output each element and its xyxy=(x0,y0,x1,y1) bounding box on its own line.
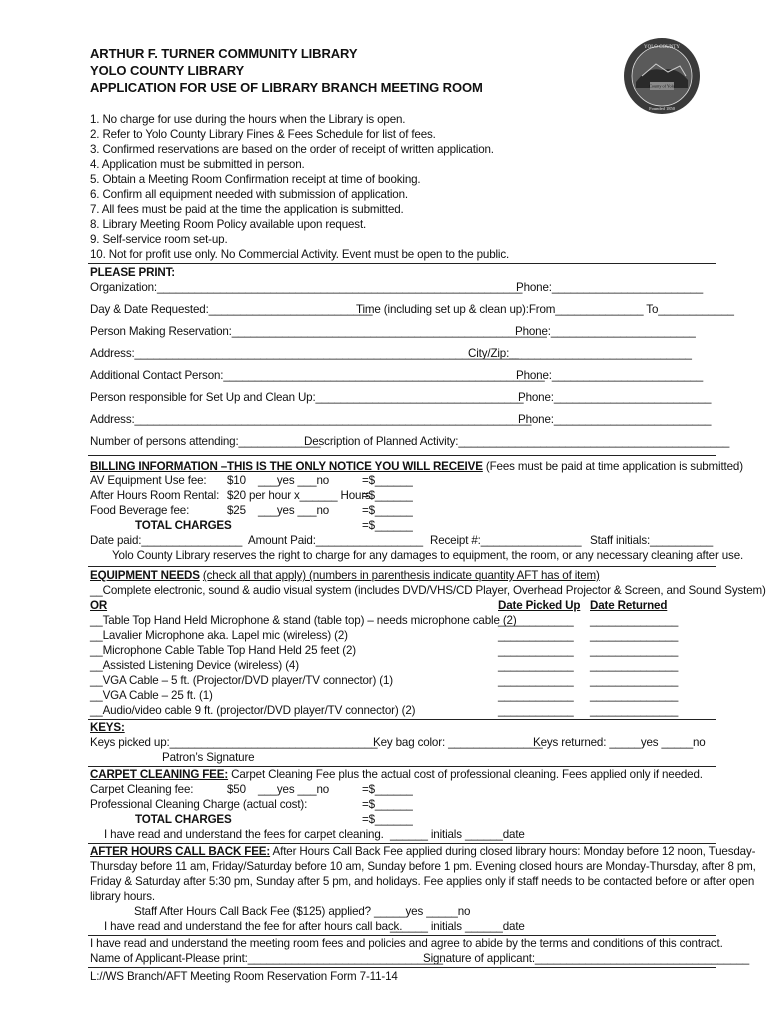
person-making-reservation-field[interactable]: Person Making Reservation:__________________________________________________ xyxy=(90,325,547,338)
complete-system-checkbox[interactable]: __Complete electronic, sound & audio visual system (includes DVD/VHS/CD Player, Overhead Projector & Screen, and Sound System) xyxy=(90,584,766,597)
divider xyxy=(88,455,716,456)
footer-file-path: L://WS Branch/AFT Meeting Room Reservation Form 7-11-14 xyxy=(90,970,398,983)
date-returned-field[interactable]: ______________ xyxy=(590,629,679,642)
date-returned-field[interactable]: ______________ xyxy=(590,704,679,717)
divider xyxy=(88,967,716,968)
date-picked-up-field[interactable]: ____________ xyxy=(498,614,574,627)
organization-phone-field[interactable]: Phone:________________________ xyxy=(516,281,703,294)
rule-item: 10. Not for profit use only. No Commercial Activity. Event must be open to the public. xyxy=(90,248,510,261)
key-bag-color-field[interactable]: Key bag color: _______________ xyxy=(373,736,543,749)
rule-item: 7. All fees must be paid at the time the application is submitted. xyxy=(90,203,404,216)
equipment-heading-note: (check all that apply) (numbers in parenthesis indicate quantity AFT has of item) xyxy=(202,569,600,582)
billing-total-value[interactable]: =$______ xyxy=(362,519,413,532)
time-range-field[interactable]: Time (including set up & clean up):From______________ To____________ xyxy=(356,303,734,316)
av-fee-yes-no[interactable]: ___yes ___no xyxy=(258,474,330,487)
address2-field[interactable]: Address:_______________________________________________________________ xyxy=(90,413,532,426)
rule-item: 2. Refer to Yolo County Library Fines & Fees Schedule for list of fees. xyxy=(90,128,436,141)
receipt-number-field[interactable]: Receipt #:________________ xyxy=(430,534,582,547)
billing-heading-title: BILLING INFORMATION –THIS IS THE ONLY NOTICE YOU WILL RECEIVE xyxy=(90,460,483,473)
professional-cleaning-label: Professional Cleaning Charge (actual cost): xyxy=(90,798,308,811)
food-fee-total[interactable]: =$______ xyxy=(362,504,413,517)
setup-phone-field[interactable]: Phone:_________________________ xyxy=(518,391,712,404)
professional-cleaning-total[interactable]: =$______ xyxy=(362,798,413,811)
after-hours-initials-date-field[interactable]: ______ initials ______date xyxy=(390,920,525,933)
equipment-item-checkbox[interactable]: __VGA Cable – 25 ft. (1) xyxy=(90,689,213,702)
amount-paid-field[interactable]: Amount Paid:_________________ xyxy=(248,534,423,547)
additional-contact-field[interactable]: Additional Contact Person:___________________________________________________ xyxy=(90,369,545,382)
billing-heading xyxy=(90,460,743,474)
av-fee-label: AV Equipment Use fee: xyxy=(90,474,207,487)
contact-phone-field[interactable]: Phone:________________________ xyxy=(516,369,703,382)
food-fee-yes-no[interactable]: ___yes ___no xyxy=(258,504,330,517)
keys-returned-field[interactable]: Keys returned: _____yes _____no xyxy=(533,736,706,749)
date-picked-up-field[interactable]: ____________ xyxy=(498,659,574,672)
form-title: APPLICATION FOR USE OF LIBRARY BRANCH MEETING ROOM xyxy=(90,80,483,95)
seal-bottom-text: Founded 1850 xyxy=(649,106,675,111)
divider xyxy=(88,843,716,844)
date-returned-header: Date Returned xyxy=(590,599,668,612)
address-field[interactable]: Address:_____________________________________________________________ xyxy=(90,347,519,360)
equipment-item-checkbox[interactable]: __Table Top Hand Held Microphone & stand (table top) – needs microphone cable (2) xyxy=(90,614,517,627)
seal-center-text: County of Yolo xyxy=(649,83,675,89)
carpet-total-value[interactable]: =$______ xyxy=(362,813,413,826)
date-returned-field[interactable]: ______________ xyxy=(590,689,679,702)
after-hours-rental-rate[interactable]: $20 per hour x______ Hours xyxy=(227,489,371,502)
after-hours-heading: AFTER HOURS CALL BACK FEE: xyxy=(90,845,271,858)
seal-top-text: YOLO COUNTY xyxy=(644,45,680,50)
equipment-item-checkbox[interactable]: __Audio/video cable 9 ft. (projector/DVD player/TV connector) (2) xyxy=(90,704,416,717)
equipment-heading xyxy=(90,569,600,583)
equipment-item-checkbox[interactable]: __Lavalier Microphone aka. Lapel mic (wireless) (2) xyxy=(90,629,348,642)
carpet-fee-total[interactable]: =$______ xyxy=(362,783,413,796)
date-picked-up-field[interactable]: ____________ xyxy=(498,674,574,687)
day-date-field[interactable]: Day & Date Requested:__________________________ xyxy=(90,303,373,316)
date-paid-field[interactable]: Date paid:________________ xyxy=(90,534,243,547)
after-hours-acknowledgement: I have read and understand the fee for after hours call back. xyxy=(104,920,403,933)
billing-heading-note: (Fees must be paid at time application is submitted) xyxy=(485,460,743,473)
rule-item: 5. Obtain a Meeting Room Confirmation receipt at time of booking. xyxy=(90,173,421,186)
after-hours-text-1: After Hours Call Back Fee applied during closed library hours: Monday before 12 noon, Tuesday- xyxy=(272,845,756,858)
city-zip-field[interactable]: City/Zip:_____________________________ xyxy=(468,347,692,360)
date-returned-field[interactable]: ______________ xyxy=(590,674,679,687)
address2-phone-field[interactable]: Phone:_________________________ xyxy=(518,413,712,426)
after-hours-line-1 xyxy=(90,845,755,859)
date-returned-field[interactable]: ______________ xyxy=(590,644,679,657)
setup-person-field[interactable]: Person responsible for Set Up and Clean Up:_________________________________ xyxy=(90,391,524,404)
after-hours-text-4: library hours. xyxy=(90,890,155,903)
date-returned-field[interactable]: ______________ xyxy=(590,614,679,627)
food-fee-amount: $25 xyxy=(227,504,246,517)
after-hours-text-2: Thursday before 11 am, Friday/Saturday before 10 am, Sunday before 1 pm. Evening closed hours are Monday-Thursday, after 8 pm, xyxy=(90,860,756,873)
av-fee-total[interactable]: =$______ xyxy=(362,474,413,487)
divider xyxy=(88,263,716,264)
carpet-fee-amount: $50 xyxy=(227,783,246,796)
divider xyxy=(88,766,716,767)
keys-picked-up-field[interactable]: Keys picked up:_________________________________ xyxy=(90,736,378,749)
agreement-statement: I have read and understand the meeting room fees and policies and agree to abide by the terms and conditions of this contract. xyxy=(90,937,723,950)
carpet-total-label: TOTAL CHARGES xyxy=(135,813,232,826)
divider xyxy=(88,719,716,720)
staff-initials-field[interactable]: Staff initials:__________ xyxy=(590,534,714,547)
carpet-fee-label: Carpet Cleaning fee: xyxy=(90,783,194,796)
county-library-name: YOLO COUNTY LIBRARY xyxy=(90,63,245,78)
applicant-signature-field[interactable]: Signature of applicant:__________________________________ xyxy=(423,952,750,965)
rule-item: 9. Self-service room set-up. xyxy=(90,233,228,246)
food-fee-label: Food Beverage fee: xyxy=(90,504,190,517)
or-label: OR xyxy=(90,599,108,612)
person-phone-field[interactable]: Phone:_______________________ xyxy=(515,325,696,338)
equipment-item-checkbox[interactable]: __VGA Cable – 5 ft. (Projector/DVD player/TV connector) (1) xyxy=(90,674,394,687)
yolo-county-seal-icon xyxy=(622,36,702,116)
carpet-heading xyxy=(90,768,703,782)
rule-item: 1. No charge for use during the hours when the Library is open. xyxy=(90,113,406,126)
staff-callback-fee-field[interactable]: Staff After Hours Call Back Fee ($125) applied? _____yes _____no xyxy=(134,905,471,918)
date-picked-up-field[interactable]: ____________ xyxy=(498,704,574,717)
carpet-heading-text: Carpet Cleaning Fee plus the actual cost of professional cleaning. Fees applied only if needed. xyxy=(231,768,703,781)
damage-note: Yolo County Library reserves the right to charge for any damages to equipment, the room, or any necessary cleaning after use. xyxy=(112,549,744,562)
date-picked-up-field[interactable]: ____________ xyxy=(498,689,574,702)
after-hours-rental-label: After Hours Room Rental: xyxy=(90,489,220,502)
carpet-fee-yes-no[interactable]: ___yes ___no xyxy=(258,783,330,796)
please-print-label: PLEASE PRINT: xyxy=(90,266,176,279)
carpet-initials-date-field[interactable]: ______ initials ______date xyxy=(390,828,525,841)
rule-item: 3. Confirmed reservations are based on the order of receipt of written application. xyxy=(90,143,494,156)
equipment-item-checkbox[interactable]: __Assisted Listening Device (wireless) (4) xyxy=(90,659,299,672)
keys-heading: KEYS: xyxy=(90,721,125,734)
divider xyxy=(88,935,716,936)
billing-total-label: TOTAL CHARGES xyxy=(135,519,232,532)
after-hours-rental-total[interactable]: =$______ xyxy=(362,489,413,502)
date-picked-up-field[interactable]: ____________ xyxy=(498,644,574,657)
patron-signature-label: Patron’s Signature xyxy=(162,751,255,764)
rule-item: 4. Application must be submitted in person. xyxy=(90,158,305,171)
rule-item: 8. Library Meeting Room Policy available upon request. xyxy=(90,218,367,231)
carpet-heading-title: CARPET CLEANING FEE: xyxy=(90,768,229,781)
equipment-item-checkbox[interactable]: __Microphone Cable Table Top Hand Held 25 feet (2) xyxy=(90,644,356,657)
rule-item: 6. Confirm all equipment needed with submission of application. xyxy=(90,188,408,201)
carpet-acknowledgement: I have read and understand the fees for carpet cleaning. xyxy=(104,828,384,841)
date-picked-up-header: Date Picked Up xyxy=(498,599,581,612)
after-hours-text-3: Friday & Saturday after 5:30 pm, Sunday after 5 pm, and holidays. Fee applies only if staff needs to be contacted before or after open xyxy=(90,875,755,888)
attendee-count-field[interactable]: Number of persons attending:_____________ xyxy=(90,435,321,448)
applicant-name-field[interactable]: Name of Applicant-Please print:_______________________________ xyxy=(90,952,443,965)
organization-field[interactable]: Organization:__________________________________________________________ xyxy=(90,281,523,294)
av-fee-amount: $10 xyxy=(227,474,246,487)
equipment-heading-title: EQUIPMENT NEEDS xyxy=(90,569,200,582)
divider xyxy=(88,566,716,567)
library-name: ARTHUR F. TURNER COMMUNITY LIBRARY xyxy=(90,46,358,61)
activity-description-field[interactable]: Description of Planned Activity:___________________________________________ xyxy=(304,435,730,448)
date-returned-field[interactable]: ______________ xyxy=(590,659,679,672)
date-picked-up-field[interactable]: ____________ xyxy=(498,629,574,642)
